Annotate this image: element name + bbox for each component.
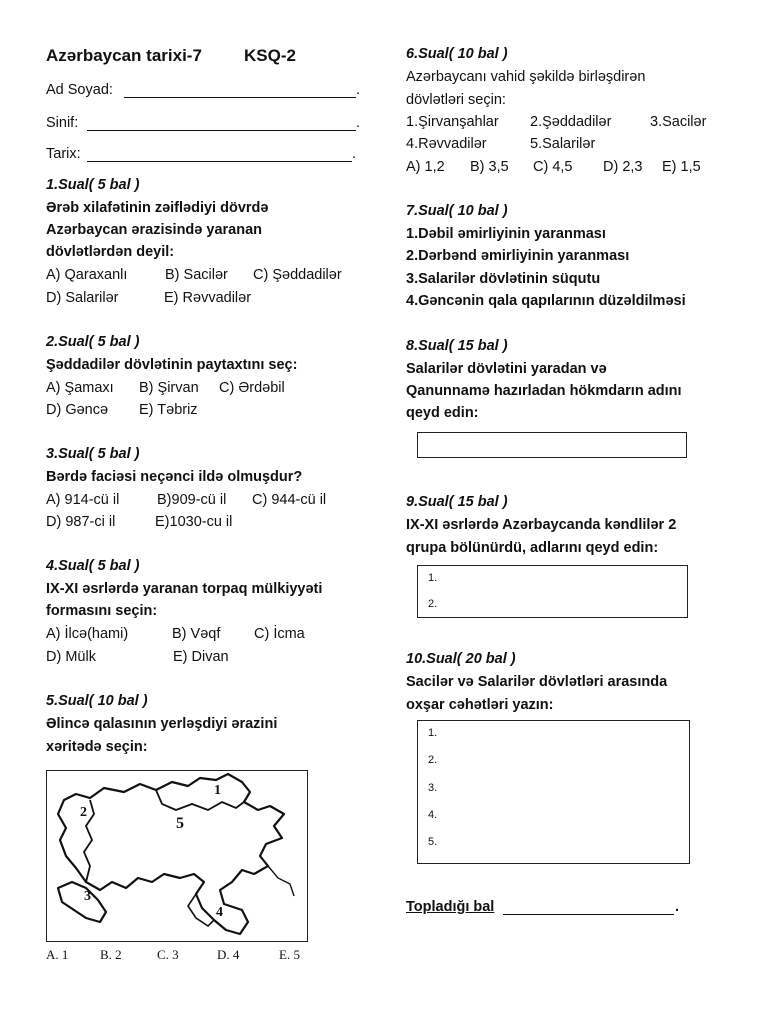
q4-text-line: formasını seçin: (46, 603, 158, 619)
q6-item: 2.Şəddadilər (530, 114, 612, 130)
q7-item: 3.Salarilər dövlətinin süqutu (406, 271, 601, 287)
q6-heading: 6.Sual( 10 bal ) (406, 46, 508, 62)
total-score-line[interactable] (503, 914, 674, 915)
q8-text-line: Qanunnamə hazırladan hökmdarın adını (406, 383, 682, 399)
q10-answer-box[interactable] (417, 720, 690, 864)
test-title: Azərbaycan tarixi-7 (46, 46, 202, 65)
name-label: Ad Soyad: (46, 82, 113, 98)
total-score-end: . (675, 899, 680, 915)
q4-option-c[interactable]: C) İcma (254, 626, 305, 642)
q2-option-b[interactable]: B) Şirvan (139, 380, 199, 396)
date-input-line[interactable] (87, 161, 352, 162)
map-label-1: 1 (214, 783, 221, 798)
q4-option-e[interactable]: E) Divan (173, 649, 229, 665)
q6-option-e[interactable]: E) 1,5 (662, 159, 701, 175)
map-label-2: 2 (80, 805, 87, 820)
q8-text-line: qeyd edin: (406, 405, 479, 421)
q6-option-c[interactable]: C) 4,5 (533, 159, 573, 175)
q1-heading: 1.Sual( 5 bal ) (46, 177, 140, 193)
q3-option-b[interactable]: B)909-cü il (157, 492, 227, 508)
q8-answer-box[interactable] (417, 432, 687, 458)
q4-heading: 4.Sual( 5 bal ) (46, 558, 140, 574)
map-label-4: 4 (216, 905, 223, 920)
q9-text-line: IX-XI əsrlərdə Azərbaycanda kəndlilər 2 (406, 517, 677, 533)
date-label: Tarix: (46, 146, 81, 162)
q5-option-c[interactable]: C. 3 (157, 947, 179, 962)
q5-option-d[interactable]: D. 4 (217, 947, 240, 962)
q5-text-line: xəritədə seçin: (46, 739, 148, 755)
q7-item: 1.Dəbil əmirliyinin yaranması (406, 226, 606, 242)
q10-text-line: Sacilər və Salarilər dövlətləri arasında (406, 674, 668, 690)
q1-text-line: Ərəb xilafətinin zəiflədiyi dövrdə (46, 200, 269, 216)
q2-option-d[interactable]: D) Gəncə (46, 402, 109, 418)
q6-text-line: Azərbaycanı vahid şəkildə birləşdirən (406, 69, 646, 85)
q9-box-line: 1. (428, 572, 438, 584)
q10-heading: 10.Sual( 20 bal ) (406, 651, 516, 667)
q2-option-c[interactable]: C) Ərdəbil (219, 380, 285, 396)
class-input-line[interactable] (87, 130, 356, 131)
q4-text-line: IX-XI əsrlərdə yaranan torpaq mülkiyyəti (46, 581, 323, 597)
q3-option-c[interactable]: C) 944-cü il (252, 492, 327, 508)
q2-option-e[interactable]: E) Təbriz (139, 402, 198, 418)
q10-box-line: 5. (428, 836, 438, 848)
q6-option-d[interactable]: D) 2,3 (603, 159, 643, 175)
q9-answer-box[interactable] (417, 565, 688, 618)
q9-box-line: 2. (428, 598, 438, 610)
total-score-label: Topladığı bal (406, 899, 495, 915)
q3-option-d[interactable]: D) 987-ci il (46, 514, 116, 530)
q6-option-a[interactable]: A) 1,2 (406, 159, 445, 175)
q5-option-b[interactable]: B. 2 (100, 947, 122, 962)
q6-item: 4.Rəvvadilər (406, 136, 487, 152)
q8-text-line: Salarilər dövlətini yaradan və (406, 361, 607, 377)
map-label-3: 3 (84, 889, 91, 904)
q2-text-line: Şəddadilər dövlətinin paytaxtını seç: (46, 357, 298, 373)
class-label: Sinif: (46, 115, 79, 131)
q10-box-line: 1. (428, 727, 438, 739)
q6-option-b[interactable]: B) 3,5 (470, 159, 509, 175)
q10-box-line: 2. (428, 754, 438, 766)
q8-heading: 8.Sual( 15 bal ) (406, 338, 508, 354)
q6-item: 3.Sacilər (650, 114, 707, 130)
q9-heading: 9.Sual( 15 bal ) (406, 494, 508, 510)
q1-text-line: Azərbaycan ərazisində yaranan (46, 222, 262, 238)
q9-text-line: qrupa bölünürdü, adlarını qeyd edin: (406, 540, 659, 556)
name-input-line[interactable] (124, 97, 356, 98)
q7-item: 4.Gəncənin qala qapılarının düzəldilməsi (406, 293, 686, 309)
class-line-end: . (356, 115, 361, 131)
q2-option-a[interactable]: A) Şamaxı (46, 380, 114, 396)
q1-option-b[interactable]: B) Sacilər (165, 267, 228, 283)
name-line-end: . (356, 82, 361, 98)
q3-text-line: Bərdə faciəsi neçənci ildə olmuşdur? (46, 469, 303, 485)
q1-option-c[interactable]: C) Şəddadilər (253, 267, 342, 283)
q1-text-line: dövlətlərdən deyil: (46, 244, 175, 260)
test-code: KSQ-2 (244, 46, 296, 65)
q3-option-e[interactable]: E)1030-cu il (155, 514, 233, 530)
q7-item: 2.Dərbənd əmirliyinin yaranması (406, 248, 630, 264)
q10-text-line: oxşar cəhətləri yazın: (406, 697, 554, 713)
q10-box-line: 4. (428, 809, 438, 821)
q10-box-line: 3. (428, 782, 438, 794)
q4-option-d[interactable]: D) Mülk (46, 649, 96, 665)
q2-heading: 2.Sual( 5 bal ) (46, 334, 140, 350)
q3-option-a[interactable]: A) 914-cü il (46, 492, 120, 508)
date-line-end: . (352, 146, 357, 162)
q6-item: 5.Salarilər (530, 136, 596, 152)
q6-text-line: dövlətləri seçin: (406, 92, 506, 108)
q4-option-b[interactable]: B) Vəqf (172, 626, 221, 642)
q5-option-a[interactable]: A. 1 (46, 947, 69, 962)
q1-option-d[interactable]: D) Salarilər (46, 290, 119, 306)
q5-text-line: Əlincə qalasının yerləşdiyi ərazini (46, 716, 278, 732)
map-label-5: 5 (176, 815, 184, 832)
q7-heading: 7.Sual( 10 bal ) (406, 203, 508, 219)
azerbaijan-map (46, 770, 308, 942)
q5-option-e[interactable]: E. 5 (279, 947, 300, 962)
q1-option-a[interactable]: A) Qaraxanlı (46, 267, 128, 283)
q1-option-e[interactable]: E) Rəvvadilər (164, 290, 252, 306)
q5-heading: 5.Sual( 10 bal ) (46, 693, 148, 709)
q4-option-a[interactable]: A) İlcə(hami) (46, 626, 129, 642)
q3-heading: 3.Sual( 5 bal ) (46, 446, 140, 462)
q6-item: 1.Şirvanşahlar (406, 114, 499, 130)
